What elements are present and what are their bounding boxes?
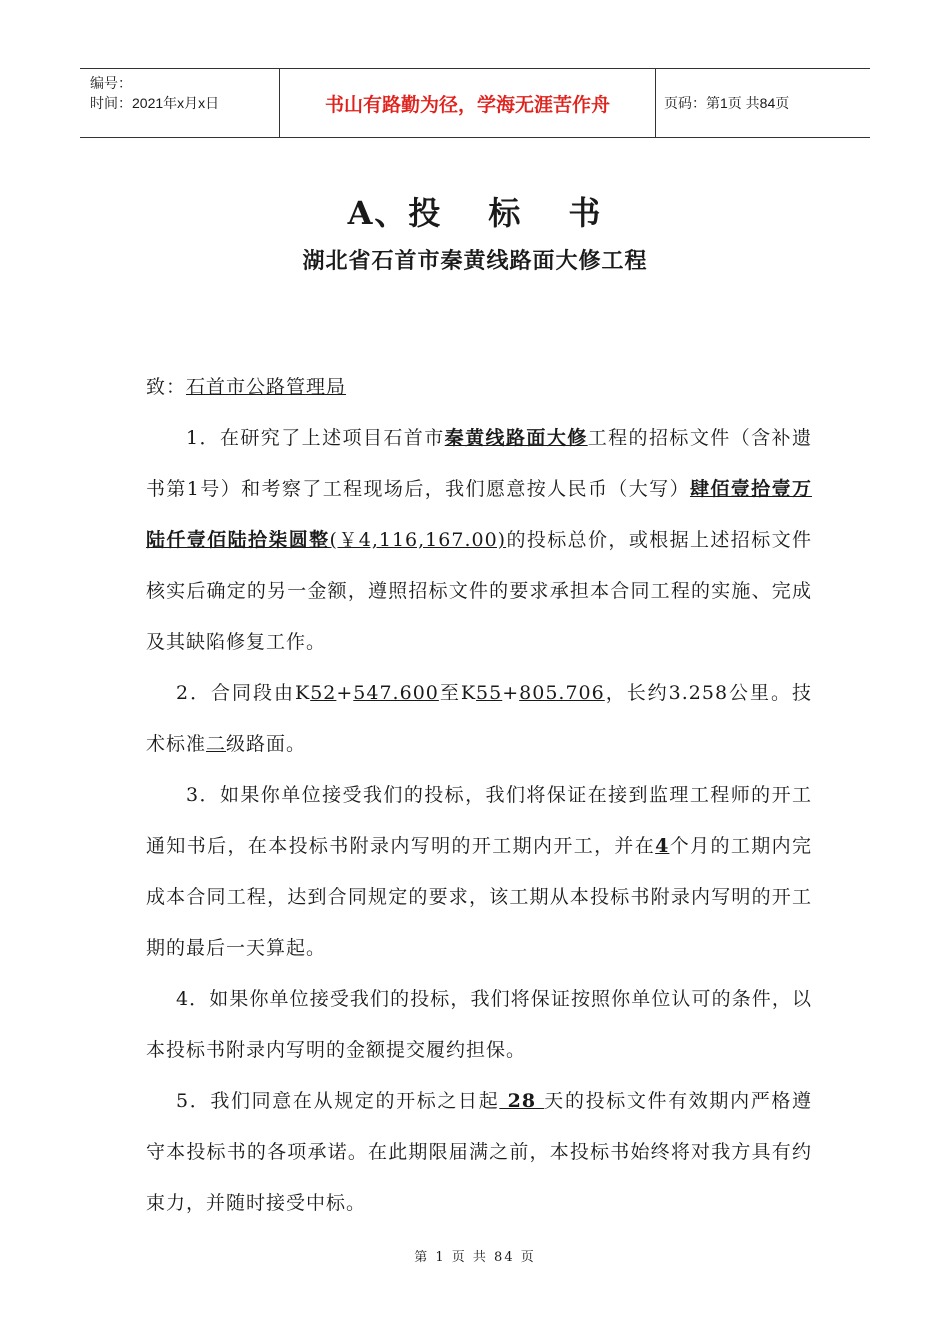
p3-text-a: 3．如果你单位接受我们的投标，我们将保证在接到监理工程师的开工通知书后，在本投标书附录内写明的开工期内开工，并在 — [146, 784, 812, 857]
p5-days: 28 — [499, 1090, 545, 1112]
p2-m-start: 547.600 — [353, 682, 439, 704]
title-part-a: A、投 — [347, 194, 443, 232]
p1-amount-chinese: 肆佰壹拾壹万陆仟壹佰陆拾柒圆整 — [146, 478, 812, 551]
header-time-label: 时间：2021年x月x日 — [90, 95, 220, 111]
paragraph-4: 4．如果你单位接受我们的投标，我们将保证按照你单位认可的条件，以本投标书附录内写明的金额提交履约担保。 — [146, 988, 812, 1061]
page-footer: 第 1 页 共 84 页 — [414, 1250, 536, 1265]
header-page-info: 页码：第1页 共84页 — [664, 95, 790, 111]
p5-text-a: 5．我们同意在从规定的开标之日起 — [176, 1090, 500, 1112]
document-subtitle: 湖北省石首市秦黄线路面大修工程 — [302, 249, 648, 274]
document-title — [0, 188, 950, 234]
header-motto: 书山有路勤为径，学海无涯苦作舟 — [280, 69, 656, 137]
p2-text-b: 至K — [438, 682, 477, 704]
p2-text-a: 2．合同段由K — [176, 682, 311, 704]
p1-text-c: 的投标总价，或根据上述招标文件核实后确定的另一金额，遵照招标文件的要求承担本合同工程的实施、完成及其缺陷修复工作。 — [146, 529, 812, 653]
p2-text-d: 级路面。 — [226, 733, 307, 755]
p2-k-end: 55 — [476, 682, 503, 704]
addressee-prefix: 致： — [146, 376, 187, 398]
p3-months: 4 — [655, 835, 670, 857]
header-meta — [80, 69, 280, 137]
p5-text-b: 天的投标文件有效期内严格遵守本投标书的各项承诺。在此期限届满之前，本投标书始终将对我方具有约束力，并随时接受中标。 — [146, 1090, 812, 1214]
header-number-label: 编号： — [90, 75, 132, 91]
p2-plus-1: + — [336, 682, 354, 704]
paragraph-2 — [146, 668, 812, 770]
paragraph-5 — [146, 1076, 812, 1229]
p2-k-start: 52 — [310, 682, 337, 704]
p2-plus-2: + — [502, 682, 520, 704]
p1-amount-numeric: (￥4,116,167.00) — [329, 529, 507, 551]
paragraph-3 — [146, 770, 812, 974]
p3-text-b: 个月的工期内完成本合同工程，达到合同规定的要求，该工期从本投标书附录内写明的开工期的最后一天算起。 — [146, 835, 812, 959]
p1-project-name: 秦黄线路面大修 — [444, 427, 588, 449]
addressee-line — [146, 362, 812, 413]
p2-text-c: ，长约3.258公里。技术标准 — [146, 682, 812, 755]
p2-m-end: 805.706 — [519, 682, 605, 704]
paragraph-1 — [146, 413, 812, 668]
title-part-b: 标 — [488, 194, 523, 232]
addressee-org: 石首市公路管理局 — [186, 376, 347, 398]
document-body — [146, 362, 812, 1229]
title-part-c: 书 — [568, 194, 603, 232]
p2-road-grade: 二 — [206, 733, 227, 755]
p1-text-a: 1．在研究了上述项目石首市 — [186, 427, 445, 449]
document-header — [80, 68, 870, 138]
p1-text-b: 工程的招标文件（含补遗书第1号）和考察了工程现场后，我们愿意按人民币（大写） — [146, 427, 812, 500]
